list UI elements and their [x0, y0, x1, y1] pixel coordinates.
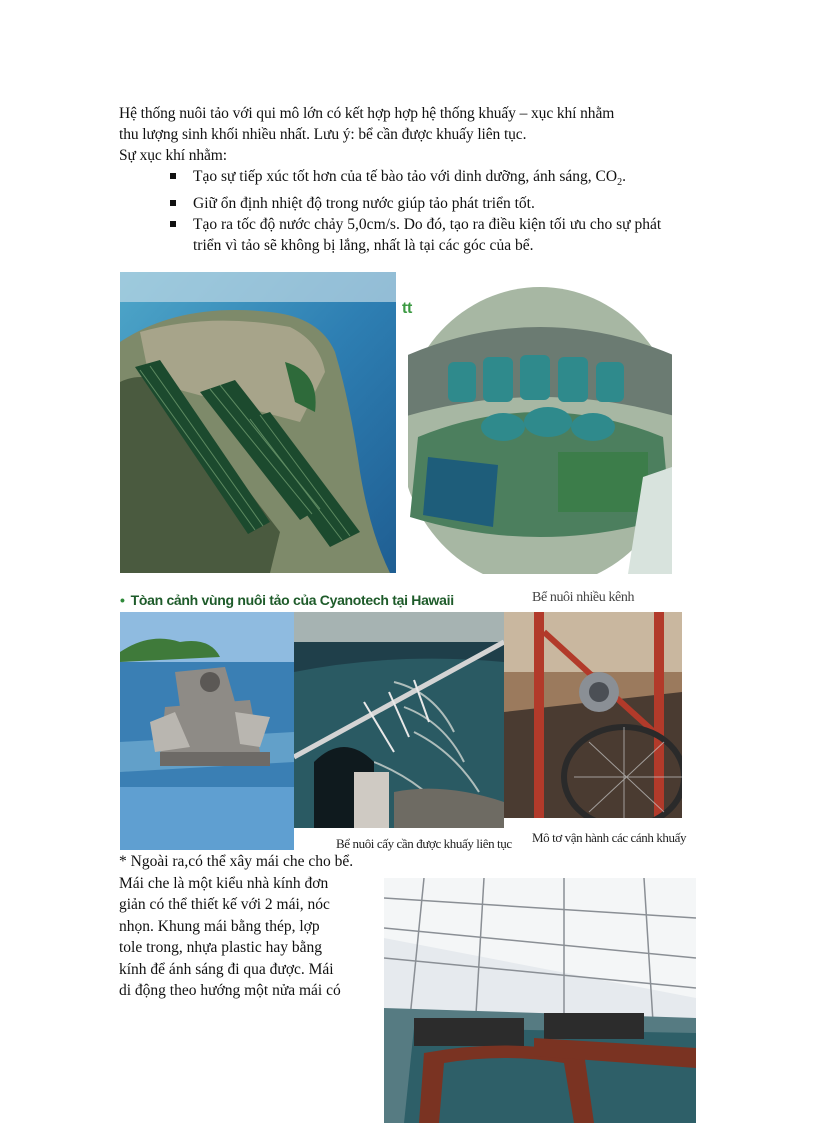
closing-line-4: nhọn. Khung mái bằng thép, lợp: [119, 917, 320, 935]
motor-photo: [504, 612, 682, 818]
multi-channel-caption: Bể nuôi nhiều kênh: [532, 590, 635, 605]
motor-caption: Mô tơ vận hành các cánh khuấy: [532, 830, 687, 845]
bullet-item: Giữ ổn định nhiệt độ trong nước giúp tảo phát triển tốt.: [170, 193, 690, 214]
stirred-caption: Bể nuôi cấy cần được khuấy liên tục: [336, 836, 512, 851]
closing-line-3: giản có thể thiết kế với 2 mái, nóc: [119, 896, 330, 913]
intro-line-2: thu lượng sinh khối nhiều nhất. Lưu ý: bể cần được khuấy liên tục.: [119, 126, 527, 143]
closing-line-2: Mái che là một kiểu nhà kính đơn: [119, 874, 329, 892]
paddlewheel-machine-photo: [120, 612, 294, 850]
aeration-bullet-list: [170, 166, 690, 256]
photo-mark-label: tt: [402, 300, 413, 317]
hawaii-caption: • Tòan cảnh vùng nuôi tảo của Cyanotech tại Hawaii: [120, 592, 454, 608]
greenhouse-roof-text: [119, 851, 369, 1002]
intro-line-3: Sự xục khí nhằm:: [119, 147, 227, 164]
intro-line-1: Hệ thống nuôi tảo với qui mô lớn có kết hợp hợp hệ thống khuấy – xục khí nhằm: [119, 105, 615, 122]
bullet-item: Tạo ra tốc độ nước chảy 5,0cm/s. Do đó, tạo ra điều kiện tối ưu cho sự phát triển vì tảo sẽ không bị lắng, nhất là tại các góc của bể.: [170, 214, 690, 256]
closing-line-6: kính để ánh sáng đi qua được. Mái: [119, 960, 334, 978]
closing-line-7: di động theo hướng một nửa mái có: [119, 982, 341, 999]
closing-line-1: * Ngoài ra,có thể xây mái che cho bể.: [119, 853, 354, 870]
closing-line-5: tole trong, nhựa plastic hay bằng: [119, 939, 322, 956]
greenhouse-photo: [384, 878, 696, 1123]
fisheye-pond-photo: [408, 277, 672, 574]
aerial-farm-photo: [120, 272, 396, 573]
stirred-pond-photo: [294, 612, 504, 828]
bullet-item: Tạo sự tiếp xúc tốt hơn của tế bào tảo với dinh dưỡng, ánh sáng, $CO_2$.: [170, 166, 690, 193]
intro-paragraph: [119, 103, 689, 166]
